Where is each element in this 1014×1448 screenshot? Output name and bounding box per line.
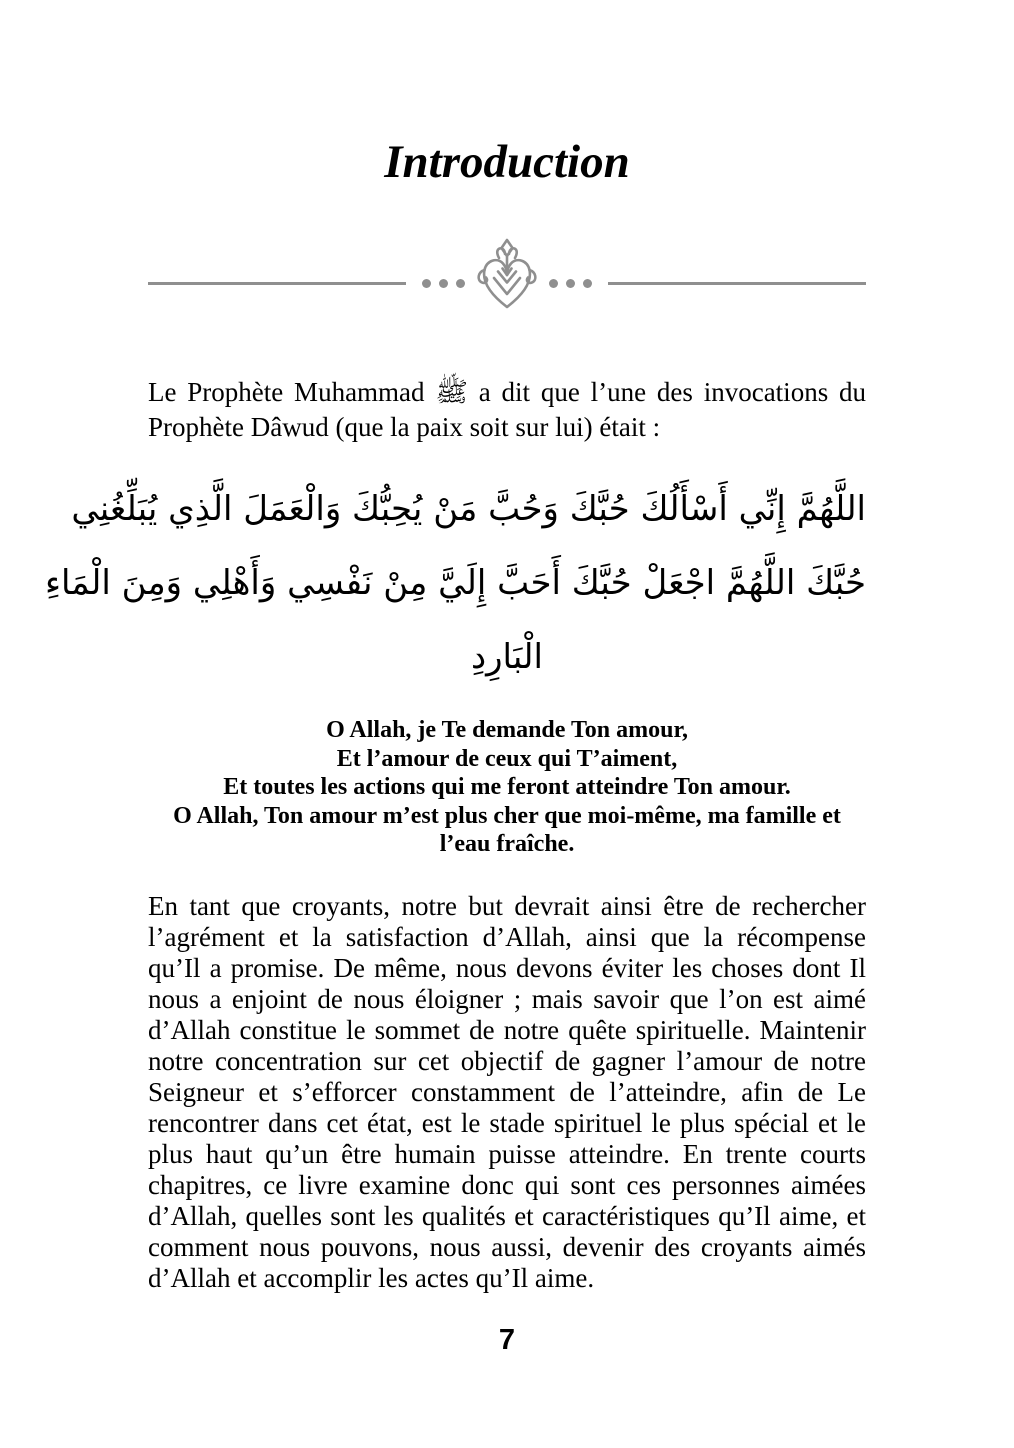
- dot-icon: [439, 279, 448, 288]
- dua-translation: [148, 716, 866, 859]
- translation-line: Et l’amour de ceux qui T’aiment,: [336, 745, 678, 772]
- floral-heart-ornament-icon: [475, 237, 539, 321]
- dot-icon: [456, 279, 465, 288]
- section-divider: [148, 241, 866, 325]
- arabic-dua: [44, 472, 866, 694]
- translation-line: O Allah, je Te demande Ton amour,: [326, 717, 688, 744]
- arabic-line: حُبَّكَ اللَّهُمَّ اجْعَلْ حُبَّكَ أَحَبَّ إِلَيَّ مِنْ نَفْسِي وَأَهْلِي وَمِنَ الْمَاءِ: [44, 563, 866, 604]
- page-title: Introduction: [384, 136, 630, 188]
- dot-icon: [583, 279, 592, 288]
- intro-paragraph: Le Prophète Muhammad ﷺ a dit que l’une des invocations du Prophète Dâwud (que la paix soit sur lui) était :: [148, 377, 866, 443]
- divider-dots-right: [545, 279, 596, 288]
- dot-icon: [566, 279, 575, 288]
- page-content: [44, 0, 866, 1294]
- divider-line-right: [608, 282, 866, 285]
- page-number: 7: [498, 1324, 516, 1356]
- divider-line-left: [148, 282, 406, 285]
- body-paragraph: En tant que croyants, notre but devrait ainsi être de rechercher l’agrément et la satisfaction d’Allah, ainsi que la récompense qu’Il a promise. De même, nous devons éviter les choses dont Il nous a enjoint de nous éloigner ; mais savoir que l’on est aimé d’Allah constitue le sommet de notre quête spirituelle. Maintenir notre concentration sur cet objectif de gagner l’amour de notre Seigneur et s’efforcer constamment de l’atteindre, afin de Le rencontrer dans cet état, est le stade spirituel le plus spécial et le plus haut qu’un être humain puisse atteindre. En trente courts chapitres, ce livre examine donc qui sont ces personnes aimées d’Allah, quelles sont les qualités et caractéristiques qu’Il aime, et comment nous pouvons, nous aussi, devenir des croyants aimés d’Allah et accomplir les actes qu’Il aime.: [148, 890, 866, 1293]
- translation-line: O Allah, Ton amour m’est plus cher que moi-même, ma famille et l’eau fraîche.: [173, 802, 841, 858]
- dot-icon: [549, 279, 558, 288]
- arabic-line: اللَّهُمَّ إِنِّي أَسْأَلُكَ حُبَّكَ وَحُبَّ مَنْ يُحِبُّكَ وَالْعَمَلَ الَّذِي يُبَلِّغُنِي: [71, 489, 866, 530]
- translation-line: Et toutes les actions qui me feront atteindre Ton amour.: [223, 774, 791, 801]
- arabic-line: الْبَارِدِ: [471, 637, 543, 678]
- dot-icon: [422, 279, 431, 288]
- divider-dots-left: [418, 279, 469, 288]
